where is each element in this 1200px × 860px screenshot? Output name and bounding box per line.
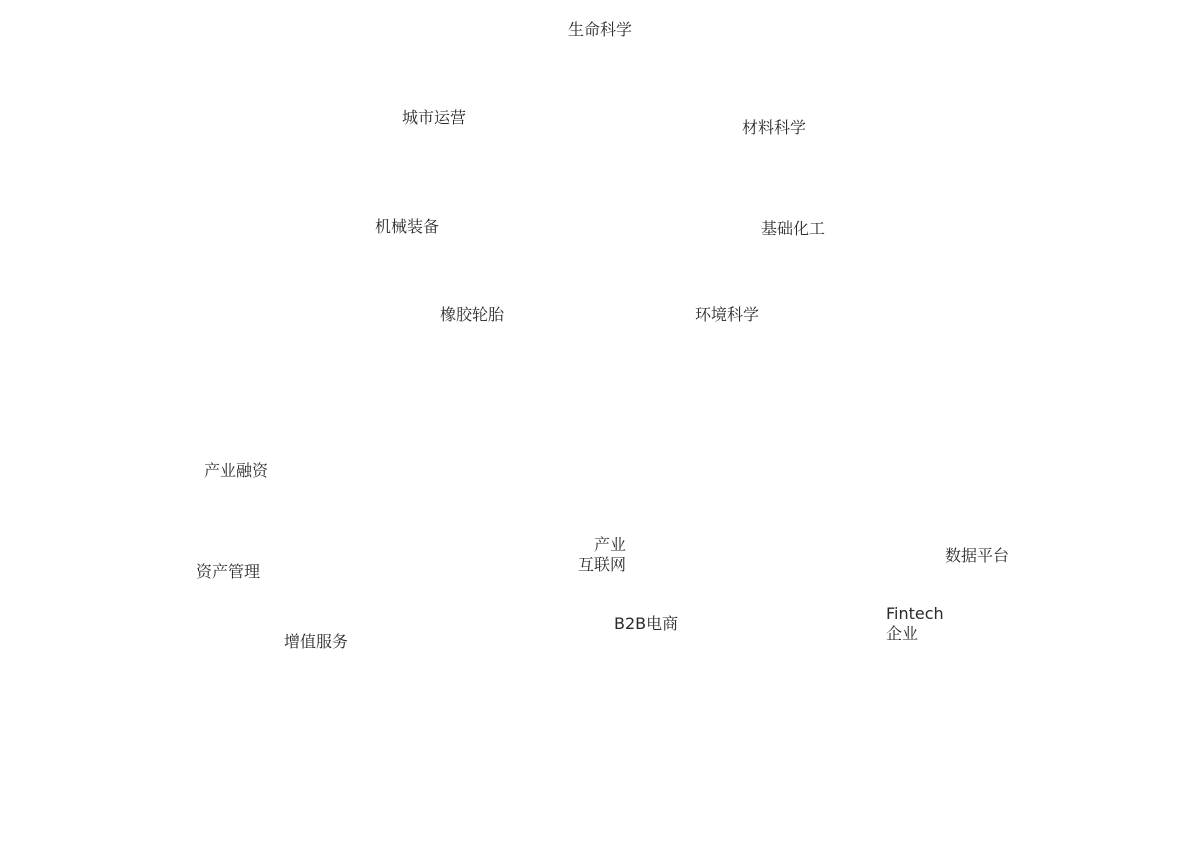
node-industrial-internet xyxy=(566,535,626,575)
node-industrial-internet-line1: 产业 xyxy=(593,535,626,554)
node-asset-management: 资产管理 xyxy=(196,562,261,581)
node-rubber-tires: 橡胶轮胎 xyxy=(440,305,505,324)
node-b2b-ecommerce: B2B电商 xyxy=(614,614,679,633)
node-basic-chemicals: 基础化工 xyxy=(761,219,826,238)
node-industrial-finance: 产业融资 xyxy=(204,461,269,480)
node-materials-science: 材料科学 xyxy=(742,118,807,137)
node-data-platform: 数据平台 xyxy=(945,546,1010,565)
node-urban-operations: 城市运营 xyxy=(402,108,467,127)
node-life-science: 生命科学 xyxy=(568,20,633,39)
node-value-added-services: 增值服务 xyxy=(284,632,349,651)
node-industrial-internet-line2: 互联网 xyxy=(577,555,626,574)
node-fintech-line1: Fintech xyxy=(886,604,944,623)
node-machinery: 机械装备 xyxy=(375,217,440,236)
node-fintech-line2: 企业 xyxy=(886,624,919,643)
node-environmental-science: 环境科学 xyxy=(695,305,760,324)
node-fintech-enterprise xyxy=(886,604,966,644)
